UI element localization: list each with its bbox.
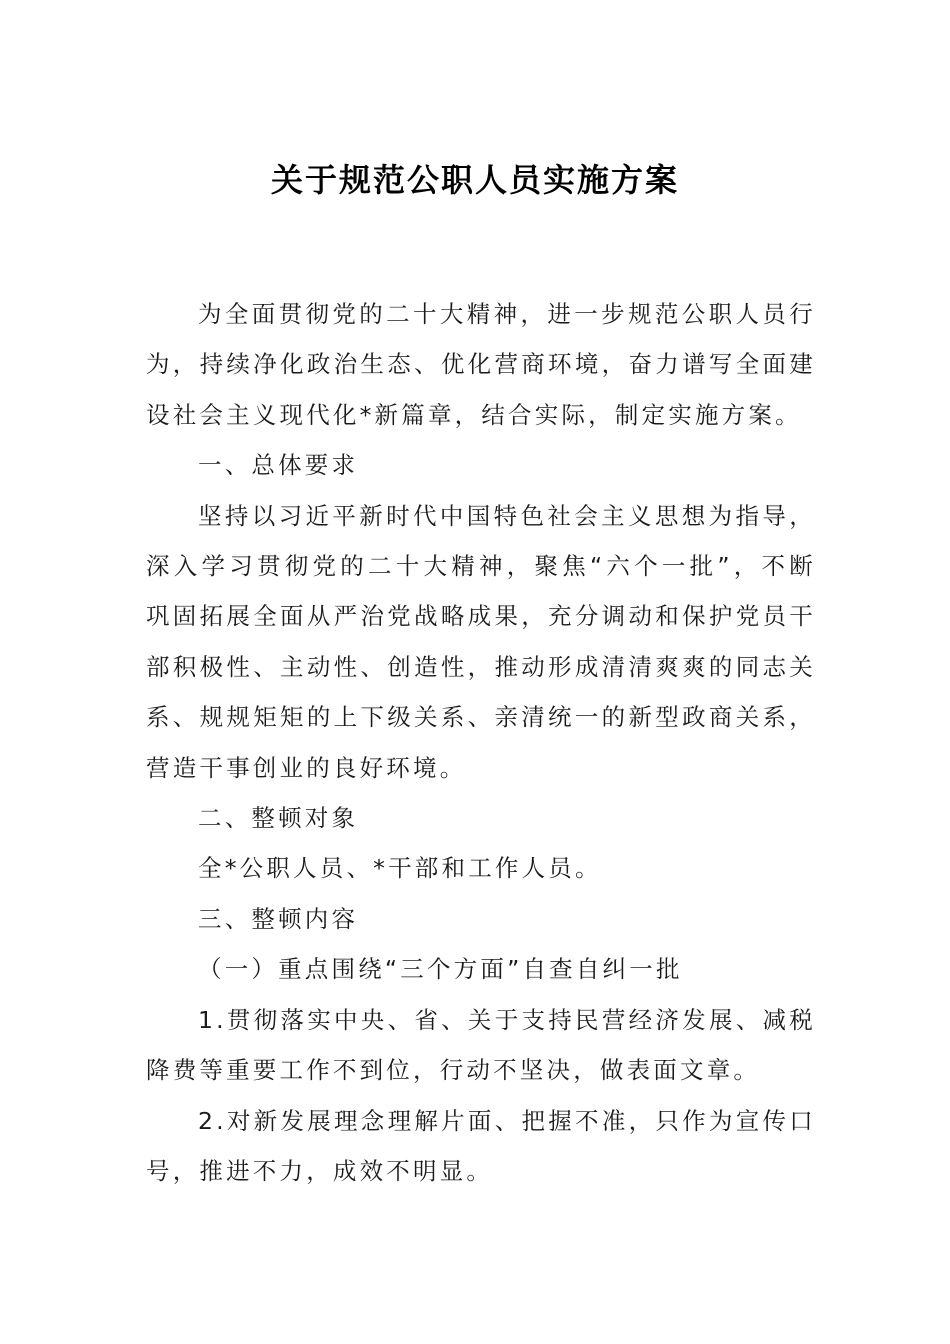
document-title: 关于规范公职人员实施方案 bbox=[270, 161, 679, 199]
general-requirements-paragraph: 坚持以习近平新时代中国特色社会主义思想为指导，深入学习贯彻党的二十大精神，聚焦“六个一批”，不断巩固拓展全面从严治党战略成果，充分调动和保护党员干部积极性、主动性、创造性，推动形成清清爽爽的同志关系、规规矩矩的上下级关系、亲清统一的新型政商关系，营造干事创业的良好环境。 bbox=[146, 501, 816, 782]
section-heading-contents: 三、整顿内容 bbox=[198, 904, 359, 933]
targets-paragraph: 全*公职人员、*干部和工作人员。 bbox=[198, 854, 602, 883]
section-heading-general-requirements: 一、总体要求 bbox=[198, 451, 359, 480]
list-item-1: 1.贯彻落实中央、省、关于支持民营经济发展、减税降费等重要工作不到位，行动不坚决，做表面文章。 bbox=[146, 1005, 816, 1085]
intro-paragraph: 为全面贯彻党的二十大精神，进一步规范公职人员行为，持续净化政治生态、优化营商环境，奋力谱写全面建设社会主义现代化*新篇章，结合实际，制定实施方案。 bbox=[146, 300, 816, 429]
section-heading-targets: 二、整顿对象 bbox=[198, 804, 359, 833]
subsection-heading-self-check: （一）重点围绕“三个方面”自查自纠一批 bbox=[198, 955, 683, 984]
document-body bbox=[146, 289, 816, 1196]
list-item-2: 2.对新发展理念理解片面、把握不准，只作为宣传口号，推进不力，成效不明显。 bbox=[146, 1106, 816, 1185]
